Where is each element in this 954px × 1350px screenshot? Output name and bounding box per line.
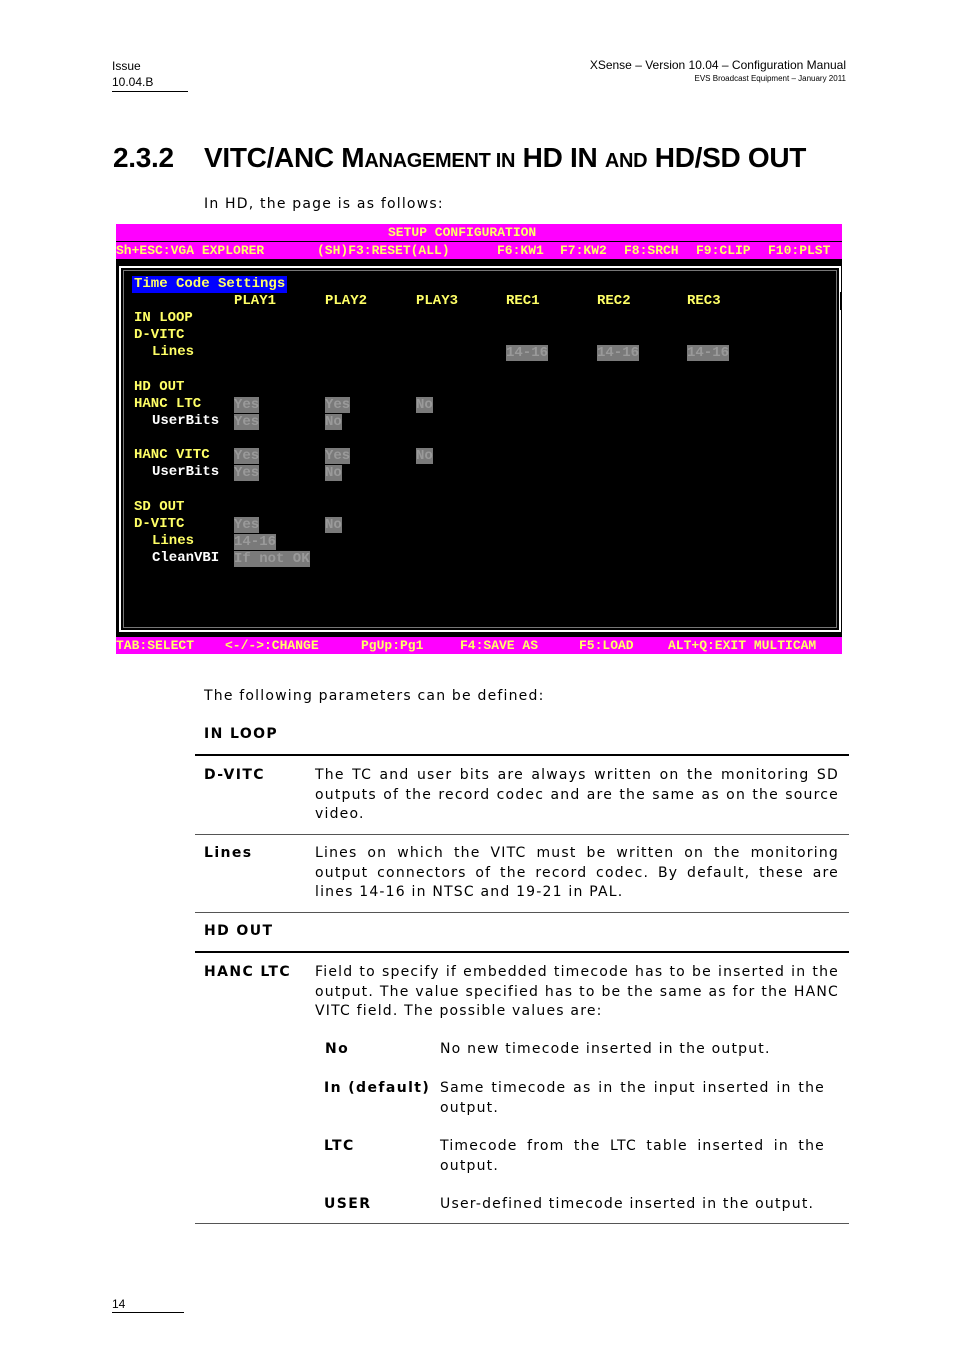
page-number: 14 — [112, 1297, 184, 1313]
play2-vitc-userbits-field[interactable]: No — [325, 465, 342, 481]
sd-dvitc-label: D-VITC — [134, 516, 185, 532]
screen-edge-mark — [840, 292, 842, 310]
play3-hanc-ltc-field[interactable]: No — [416, 397, 433, 413]
play2-hanc-ltc-field[interactable]: Yes — [325, 397, 351, 413]
fkey-playlist: F10:PLST — [768, 243, 831, 258]
issue-label: Issue — [112, 59, 141, 73]
param-label-lines: Lines — [204, 845, 253, 861]
function-key-bar — [116, 242, 842, 259]
key-load: F5:LOAD — [579, 638, 634, 653]
fkey-clip: F9:CLIP — [696, 243, 751, 258]
col-rec3: REC3 — [687, 293, 721, 309]
hd-out-section-heading: HD OUT — [204, 923, 274, 939]
section-number: 2.3.2 — [113, 142, 174, 173]
sd-out-heading: SD OUT — [134, 499, 185, 515]
col-rec2: REC2 — [597, 293, 631, 309]
play1-hanc-vitc-field[interactable]: Yes — [234, 448, 260, 464]
hanc-vitc-label: HANC VITC — [134, 447, 210, 463]
play1-sd-lines-field[interactable]: 14-16 — [234, 534, 277, 550]
param-label-dvitc: D-VITC — [204, 767, 265, 783]
col-play2: PLAY2 — [325, 293, 368, 309]
setup-configuration-screen — [116, 224, 842, 654]
in-loop-section-heading: IN LOOP — [204, 726, 279, 742]
section-title-part: VITC/ANC M — [204, 142, 365, 173]
play1-ltc-userbits-field[interactable]: Yes — [234, 414, 260, 430]
rec2-lines-field[interactable]: 14-16 — [597, 345, 640, 361]
manual-header — [590, 58, 846, 84]
fkey-reset: (SH)F3:RESET(ALL) — [317, 243, 450, 258]
value-desc-ltc: Timecode from the LTC table inserted in the output. — [440, 1138, 825, 1174]
table-rule — [195, 1223, 849, 1224]
value-desc-in-default: Same timecode as in the input inserted in the output. — [440, 1080, 825, 1116]
param-desc-hanc-ltc: Field to specify if embedded timecode has to be inserted in the output. The value specified has to be the same as for the HANC VITC field. The possible values are: — [315, 964, 839, 1019]
bottom-key-bar — [116, 637, 842, 654]
play2-hanc-vitc-field[interactable]: Yes — [325, 448, 351, 464]
screen-title: SETUP CONFIGURATION — [388, 225, 537, 240]
hanc-ltc-userbits-label: UserBits — [152, 413, 220, 429]
play2-ltc-userbits-field[interactable]: No — [325, 414, 342, 430]
play1-hanc-ltc-field[interactable]: Yes — [234, 397, 260, 413]
hanc-vitc-userbits-label: UserBits — [152, 464, 220, 480]
key-save-as: F4:SAVE AS — [460, 638, 539, 653]
play1-sd-dvitc-field[interactable]: Yes — [234, 517, 260, 533]
section-title-part: HD IN — [515, 142, 605, 173]
value-label-user: USER — [324, 1196, 372, 1212]
issue-number: 10.04.B — [112, 75, 154, 89]
in-loop-heading: IN LOOP — [134, 310, 193, 326]
section-title-part: ANAGEMENT IN — [364, 150, 516, 172]
fkey-search: F8:SRCH — [624, 243, 679, 258]
key-change: <-/->:CHANGE — [225, 638, 319, 653]
params-intro: The following parameters can be defined: — [204, 688, 545, 704]
panel-title: Time Code Settings — [134, 276, 286, 292]
key-tab-select: TAB:SELECT — [116, 638, 195, 653]
table-rule — [195, 754, 849, 756]
section-title — [113, 142, 806, 174]
key-exit-multicam: ALT+Q:EXIT MULTICAM — [668, 638, 817, 653]
hd-out-heading: HD OUT — [134, 379, 185, 395]
in-loop-dvitc-label: D-VITC — [134, 327, 185, 343]
fkey-vga-explorer: Sh+ESC:VGA EXPLORER — [116, 243, 265, 258]
play1-vitc-userbits-field[interactable]: Yes — [234, 465, 260, 481]
value-label-in-default: In (default) — [324, 1080, 431, 1096]
issue-block — [112, 58, 188, 92]
value-label-ltc: LTC — [324, 1138, 355, 1154]
col-rec1: REC1 — [506, 293, 540, 309]
play2-sd-dvitc-field[interactable]: No — [325, 517, 342, 533]
param-label-hanc-ltc: HANC LTC — [204, 964, 292, 980]
screen-title-bar — [116, 224, 842, 241]
screen-panel — [119, 266, 841, 632]
manual-title: XSense – Version 10.04 – Configuration Manual — [589, 58, 846, 72]
in-loop-lines-label: Lines — [152, 344, 195, 360]
key-pgup: PgUp:Pg1 — [361, 638, 424, 653]
play1-cleanvbi-field[interactable]: If not OK — [234, 551, 310, 567]
rec3-lines-field[interactable]: 14-16 — [687, 345, 730, 361]
hanc-ltc-label: HANC LTC — [134, 396, 202, 412]
param-desc-lines: Lines on which the VITC must be written on the monitoring output connectors of the record codec. By default, these are lines 14-16 in NTSC and 19-21 in PAL. — [315, 845, 839, 900]
intro-text: In HD, the page is as follows: — [204, 196, 444, 212]
section-title-part: HD/SD OUT — [647, 142, 807, 173]
manual-subtitle: EVS Broadcast Equipment – January 2011 — [694, 74, 846, 83]
value-desc-no: No new timecode inserted in the output. — [440, 1041, 771, 1057]
value-label-no: No — [325, 1041, 350, 1057]
sd-lines-label: Lines — [152, 533, 195, 549]
play3-hanc-vitc-field[interactable]: No — [416, 448, 433, 464]
value-desc-user: User-defined timecode inserted in the output. — [440, 1196, 815, 1212]
cleanvbi-label: CleanVBI — [152, 550, 220, 566]
fkey-kw2: F7:KW2 — [560, 243, 607, 258]
section-title-part: AND — [604, 150, 648, 172]
fkey-kw1: F6:KW1 — [497, 243, 544, 258]
col-play1: PLAY1 — [234, 293, 277, 309]
param-desc-dvitc: The TC and user bits are always written on the monitoring SD outputs of the record codec and are the same as on the source video. — [315, 767, 839, 822]
table-rule — [195, 834, 849, 835]
table-rule — [195, 951, 849, 953]
rec1-lines-field[interactable]: 14-16 — [506, 345, 549, 361]
table-rule — [195, 912, 849, 913]
col-play3: PLAY3 — [416, 293, 459, 309]
